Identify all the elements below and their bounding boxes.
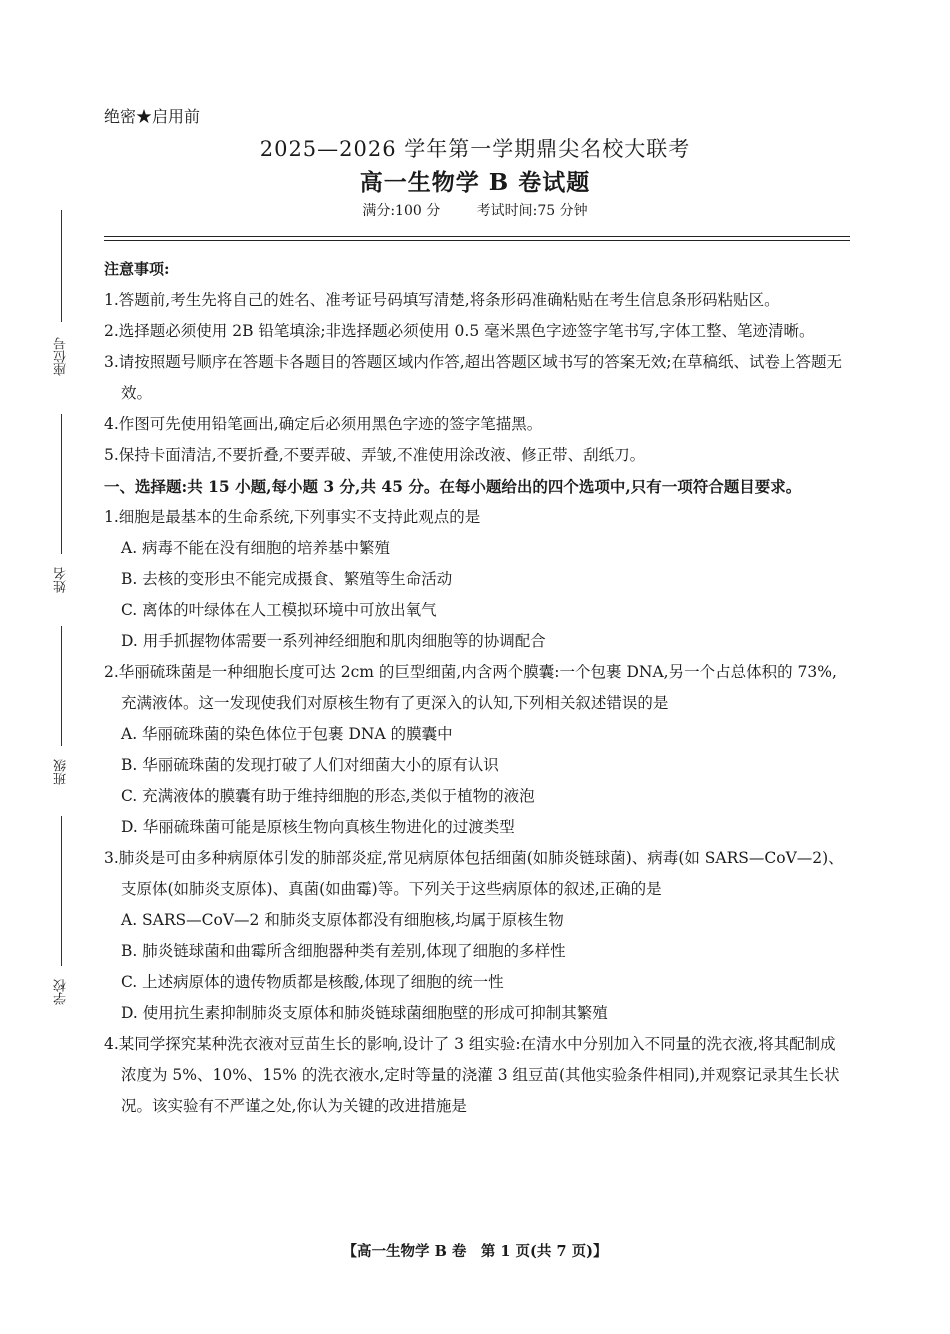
question-option: D. 华丽硫珠菌可能是原核生物向真核生物进化的过渡类型 <box>121 818 515 836</box>
confidential-mark: 绝密★启用前 <box>104 107 201 126</box>
name-label: 姓名 <box>54 567 69 593</box>
question-option: C. 上述病原体的遗传物质都是核酸,体现了细胞的统一性 <box>121 973 504 991</box>
note-item: 3.请按照题号顺序在答题卡各题目的答题区域内作答,超出答题区域书写的答案无效;在草稿纸、试卷上答题无效。 <box>104 353 842 402</box>
question-stem: 1.细胞是最基本的生命系统,下列事实不支持此观点的是 <box>104 508 481 526</box>
binding-line <box>61 626 62 746</box>
binding-line <box>61 414 62 554</box>
page-footer: 【高一生物学 B 卷 第 1 页(共 7 页)】 <box>342 1243 608 1260</box>
question-option: C. 离体的叶绿体在人工模拟环境中可放出氧气 <box>121 601 437 619</box>
notes-heading: 注意事项: <box>104 260 170 278</box>
exam-time: 考试时间:75 分钟 <box>476 203 588 219</box>
exam-title: 2025—2026 学年第一学期鼎尖名校大联考 <box>259 137 691 161</box>
question-option: B. 华丽硫珠菌的发现打破了人们对细菌大小的原有认识 <box>121 756 499 774</box>
question-option: D. 使用抗生素抑制肺炎支原体和肺炎链球菌细胞壁的形成可抑制其繁殖 <box>121 1004 608 1022</box>
note-item: 2.选择题必须使用 2B 铅笔填涂;非选择题必须使用 0.5 毫米黑色字迹签字笔书写,字体工整、笔迹清晰。 <box>104 322 815 340</box>
question-option: A. 病毒不能在没有细胞的培养基中繁殖 <box>121 539 391 557</box>
question-option: A. SARS—CoV—2 和肺炎支原体都没有细胞核,均属于原核生物 <box>121 911 564 929</box>
header-rule-top <box>104 236 850 237</box>
binding-margin <box>50 210 74 1030</box>
binding-line <box>61 210 62 322</box>
question-option: B. 肺炎链球菌和曲霉所含细胞器种类有差别,体现了细胞的多样性 <box>121 942 566 960</box>
question-option: C. 充满液体的膜囊有助于维持细胞的形态,类似于植物的液泡 <box>121 787 535 805</box>
question-stem: 2.华丽硫珠菌是一种细胞长度可达 2cm 的巨型细菌,内含两个膜囊:一个包裹 DNA,另一个占总体积的 73%,充满液体。这一发现使我们对原核生物有了更深入的认知,下列相关叙述错误的是 <box>104 663 837 712</box>
full-score: 满分:100 分 <box>362 203 441 219</box>
class-label: 班级 <box>54 759 69 785</box>
note-item: 4.作图可先使用铅笔画出,确定后必须用黑色字迹的签字笔描黑。 <box>104 415 543 433</box>
question-stem: 4.某同学探究某种洗衣液对豆苗生长的影响,设计了 3 组实验:在清水中分别加入不同量的洗衣液,将其配制成浓度为 5%、10%、15% 的洗衣液水,定时等量的浇灌 3 组豆苗(其他实验条件相同),并观察记录其生长状况。该实验有不严谨之处,你认为关键的改进措施是 <box>104 1035 840 1115</box>
question-option: B. 去核的变形虫不能完成摄食、繁殖等生命活动 <box>121 570 453 588</box>
question-option: A. 华丽硫珠菌的染色体位于包裹 DNA 的膜囊中 <box>121 725 453 743</box>
binding-line <box>61 816 62 966</box>
section-heading: 一、选择题:共 15 小题,每小题 3 分,共 45 分。在每小题给出的四个选项中,只有一项符合题目要求。 <box>104 477 802 496</box>
header-rule-bottom <box>104 240 850 241</box>
exam-content <box>104 254 850 1122</box>
exam-meta <box>0 200 950 220</box>
subject-title: 高一生物学 B 卷试题 <box>359 169 591 196</box>
seat-label: 座位号 <box>54 337 69 377</box>
note-item: 1.答题前,考生先将自己的姓名、准考证号码填写清楚,将条形码准确粘贴在考生信息条形码粘贴区。 <box>104 291 780 309</box>
question-stem: 3.肺炎是可由多种病原体引发的肺部炎症,常见病原体包括细菌(如肺炎链球菌)、病毒(如 SARS—CoV—2)、支原体(如肺炎支原体)、真菌(如曲霉)等。下列关于这些病原体的叙述,正确的是 <box>104 849 844 898</box>
school-label: 学校 <box>54 979 69 1005</box>
note-item: 5.保持卡面清洁,不要折叠,不要弄破、弄皱,不准使用涂改液、修正带、刮纸刀。 <box>104 446 646 464</box>
question-option: D. 用手抓握物体需要一系列神经细胞和肌肉细胞等的协调配合 <box>121 632 546 650</box>
